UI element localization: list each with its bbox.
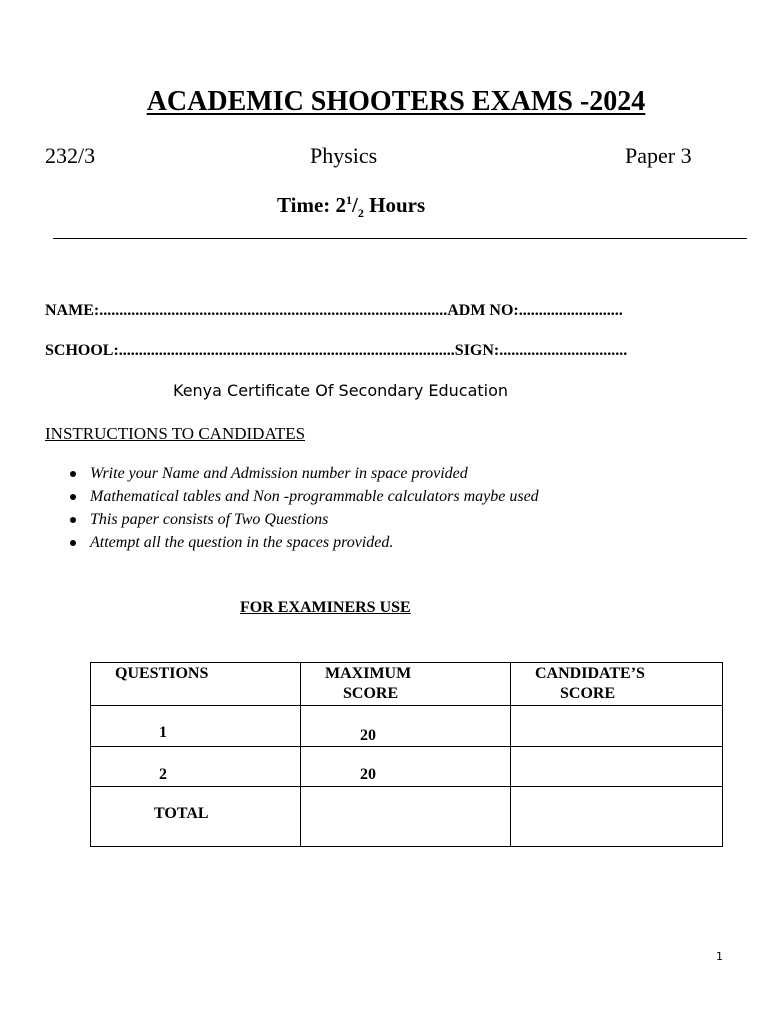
bullet-icon (70, 471, 76, 477)
header-questions: QUESTIONS (91, 663, 301, 706)
candidate-score-cell[interactable] (511, 747, 723, 787)
table-header-row (91, 663, 723, 706)
total-max-cell (301, 787, 511, 847)
bullet-icon (70, 517, 76, 523)
instruction-text: Write your Name and Admission number in space provided (90, 465, 468, 482)
bullet-icon (70, 540, 76, 546)
candidate-score-cell[interactable] (511, 706, 723, 747)
paper-code: 232/3 (45, 143, 96, 168)
table-total-row (91, 787, 723, 847)
time-denominator: 2 (357, 206, 364, 221)
name-admno-field[interactable]: NAME:.......................................................................................ADM NO:.......................... (45, 302, 623, 319)
instruction-text: Mathematical tables and Non -programmable calculators maybe used (90, 488, 539, 505)
instructions-heading: INSTRUCTIONS TO CANDIDATES (45, 424, 306, 443)
list-item (62, 531, 539, 554)
examiners-heading: FOR EXAMINERS USE (240, 599, 411, 616)
time-suffix: Hours (363, 193, 426, 217)
header-divider (53, 238, 747, 239)
question-cell: 1 (91, 706, 301, 747)
exam-title: ACADEMIC SHOOTERS EXAMS -2024 (146, 86, 646, 117)
page-number: 1 (716, 950, 723, 963)
instruction-text: Attempt all the question in the spaces provided. (90, 534, 394, 551)
time-prefix: Time: 2 (277, 193, 347, 217)
time-slash: / (352, 193, 358, 217)
list-item (62, 462, 539, 485)
total-label-cell: TOTAL (91, 787, 301, 847)
time-numerator: 1 (346, 193, 353, 207)
subject-name: Physics (310, 143, 378, 168)
bullet-icon (70, 494, 76, 500)
instruction-text: This paper consists of Two Questions (90, 511, 329, 528)
max-score-cell: 20 (301, 747, 511, 787)
header-max-score: MAXIMUM SCORE (301, 663, 511, 706)
list-item (62, 508, 539, 531)
exam-duration (277, 193, 426, 221)
header-candidate-score: CANDIDATE’S SCORE (511, 663, 723, 706)
question-cell: 2 (91, 747, 301, 787)
max-score-cell: 20 (301, 706, 511, 747)
table-row (91, 706, 723, 747)
certificate-name: Kenya Certificate Of Secondary Education (173, 381, 509, 400)
paper-number: Paper 3 (625, 143, 692, 168)
instructions-list (62, 462, 539, 554)
total-candidate-cell[interactable] (511, 787, 723, 847)
score-table (90, 662, 723, 847)
list-item (62, 485, 539, 508)
school-sign-field[interactable]: SCHOOL:....................................................................................SIGN:................................ (45, 342, 628, 359)
table-row (91, 747, 723, 787)
